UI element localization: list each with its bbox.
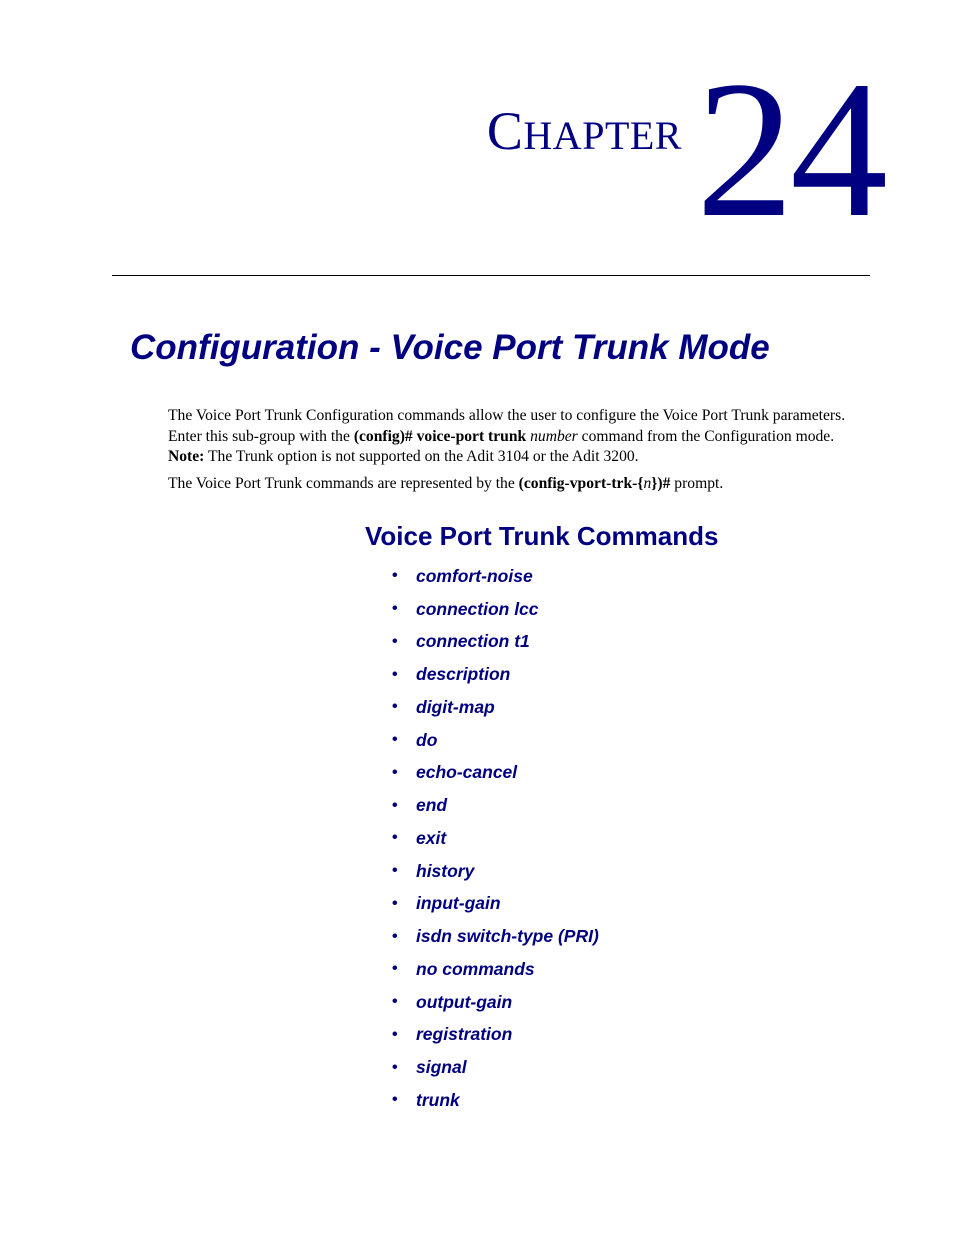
command-list-item bbox=[392, 658, 599, 691]
config-command: (config)# voice-port trunk bbox=[353, 427, 527, 445]
command-name: signal bbox=[416, 1057, 467, 1078]
command-name: trunk bbox=[416, 1089, 460, 1110]
command-list-item bbox=[392, 920, 599, 953]
bullet-icon: • bbox=[392, 862, 398, 880]
bullet-icon: • bbox=[392, 567, 398, 585]
intro-text-segment: The Voice Port Trunk Configuration commands allow the user to configure the Voice Port Trunk parameters. Enter this sub-group with the bbox=[168, 407, 846, 445]
intro-text bbox=[168, 406, 858, 494]
intro-paragraph-1 bbox=[168, 406, 858, 468]
bullet-icon: • bbox=[392, 796, 398, 814]
command-list-item bbox=[392, 855, 599, 888]
command-name: no commands bbox=[416, 958, 535, 979]
command-name: connection lcc bbox=[416, 598, 539, 619]
command-name: end bbox=[416, 795, 448, 816]
bullet-icon: • bbox=[392, 698, 398, 716]
command-name: connection t1 bbox=[416, 631, 530, 652]
intro-text-segment: command from the Configuration mode. bbox=[577, 427, 835, 445]
command-name: description bbox=[416, 664, 511, 685]
bullet-icon: • bbox=[392, 632, 398, 650]
bullet-icon: • bbox=[392, 763, 398, 781]
command-argument: number bbox=[530, 427, 578, 445]
command-name: input-gain bbox=[416, 893, 501, 914]
note-text: The Trunk option is not supported on the Adit 3104 or the Adit 3200. bbox=[204, 448, 639, 465]
bullet-icon: • bbox=[392, 894, 398, 912]
command-list-item bbox=[392, 724, 599, 757]
command-name: do bbox=[416, 729, 438, 750]
bullet-icon: • bbox=[392, 993, 398, 1011]
intro-paragraph-2 bbox=[168, 474, 858, 495]
bullet-icon: • bbox=[392, 665, 398, 683]
command-list-item bbox=[392, 1019, 599, 1052]
command-list-item bbox=[392, 986, 599, 1019]
command-name: exit bbox=[416, 827, 447, 848]
command-list-item bbox=[392, 593, 599, 626]
chapter-label-rest: HAPTER bbox=[523, 113, 682, 158]
chapter-title: Configuration - Voice Port Trunk Mode bbox=[130, 328, 770, 367]
note-label: Note: bbox=[168, 448, 205, 465]
header-divider bbox=[112, 275, 870, 276]
command-name: registration bbox=[416, 1024, 513, 1045]
command-list-item bbox=[392, 691, 599, 724]
bullet-icon: • bbox=[392, 1091, 398, 1109]
chapter-number: 24 bbox=[696, 41, 884, 258]
bullet-icon: • bbox=[392, 731, 398, 749]
command-list-item bbox=[392, 822, 599, 855]
command-list-item bbox=[392, 789, 599, 822]
command-name: output-gain bbox=[416, 991, 513, 1012]
command-list-item bbox=[392, 560, 599, 593]
command-name: isdn switch-type (PRI) bbox=[416, 926, 599, 947]
command-list bbox=[392, 560, 599, 1117]
chapter-label-initial: C bbox=[486, 101, 524, 161]
section-heading: Voice Port Trunk Commands bbox=[365, 521, 719, 551]
intro-text-segment: The Voice Port Trunk commands are represented by the bbox=[168, 474, 519, 492]
bullet-icon: • bbox=[392, 829, 398, 847]
bullet-icon: • bbox=[392, 960, 398, 978]
bullet-icon: • bbox=[392, 1058, 398, 1076]
command-list-item bbox=[392, 757, 599, 790]
command-name: history bbox=[416, 860, 475, 881]
bullet-icon: • bbox=[392, 1025, 398, 1043]
command-list-item bbox=[392, 888, 599, 921]
command-name: digit-map bbox=[416, 696, 495, 717]
command-list-item bbox=[392, 1084, 599, 1117]
bullet-icon: • bbox=[392, 927, 398, 945]
prompt-text: (config-vport-trk-{n})# bbox=[518, 474, 671, 492]
intro-text-segment: prompt. bbox=[670, 474, 724, 492]
chapter-label bbox=[486, 101, 682, 163]
command-list-item bbox=[392, 953, 599, 986]
command-name: comfort-noise bbox=[416, 565, 533, 586]
command-list-item bbox=[392, 1051, 599, 1084]
command-list-item bbox=[392, 626, 599, 659]
bullet-icon: • bbox=[392, 600, 398, 618]
command-name: echo-cancel bbox=[416, 762, 518, 783]
